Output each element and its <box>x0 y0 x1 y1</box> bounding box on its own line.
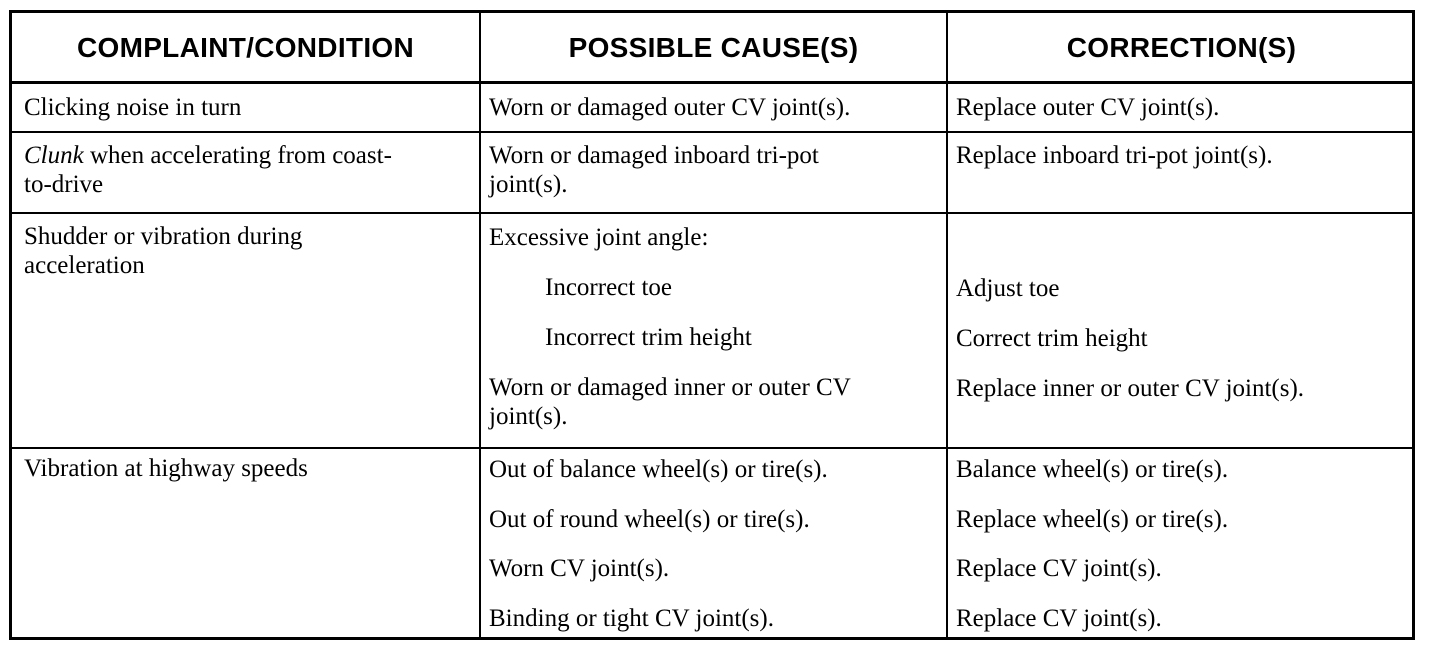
cause-cell: Incorrect trim height <box>545 324 752 351</box>
cause-cell: Worn or damaged inboard tri-pot joint(s). <box>489 142 819 198</box>
row-divider <box>12 131 1412 133</box>
complaint-text: when accelerating from coast-to-drive <box>24 142 392 198</box>
cause-cell: Worn CV joint(s). <box>489 555 670 582</box>
correction-cell: Adjust toe <box>956 275 1060 302</box>
complaint-cell: Vibration at highway speeds <box>24 455 308 482</box>
cause-cell: Out of round wheel(s) or tire(s). <box>489 506 810 533</box>
cause-cell: Worn or damaged outer CV joint(s). <box>489 94 851 121</box>
cause-cell: Worn or damaged inner or outer CV joint(s). <box>489 374 851 430</box>
complaint-cell <box>24 141 404 199</box>
correction-cell: Replace CV joint(s). <box>956 605 1162 632</box>
correction-cell: Replace outer CV joint(s). <box>956 94 1220 121</box>
correction-cell: Replace CV joint(s). <box>956 555 1162 582</box>
complaint-emphasis: Clunk <box>24 142 84 169</box>
column-divider <box>479 13 481 637</box>
cause-cell: Excessive joint angle: <box>489 224 709 251</box>
row-divider <box>12 212 1412 214</box>
column-divider <box>946 13 948 637</box>
header-cause: POSSIBLE CAUSE(S) <box>568 32 859 63</box>
correction-cell: Replace inner or outer CV joint(s). <box>956 375 1305 402</box>
correction-cell: Replace inboard tri-pot joint(s). <box>956 142 1273 169</box>
cause-cell: Out of balance wheel(s) or tire(s). <box>489 456 828 483</box>
cause-cell: Incorrect toe <box>545 274 673 301</box>
correction-cell: Balance wheel(s) or tire(s). <box>956 456 1229 483</box>
row-divider <box>12 447 1412 449</box>
cause-cell: Binding or tight CV joint(s). <box>489 605 774 632</box>
header-correction: CORRECTION(S) <box>1066 32 1297 63</box>
header-complaint: COMPLAINT/CONDITION <box>76 32 414 63</box>
diagnosis-table <box>9 10 1415 640</box>
complaint-cell: Clicking noise in turn <box>24 94 242 121</box>
correction-cell: Replace wheel(s) or tire(s). <box>956 506 1229 533</box>
complaint-cell: Shudder or vibration during acceleration <box>24 223 303 279</box>
correction-cell: Correct trim height <box>956 325 1148 352</box>
